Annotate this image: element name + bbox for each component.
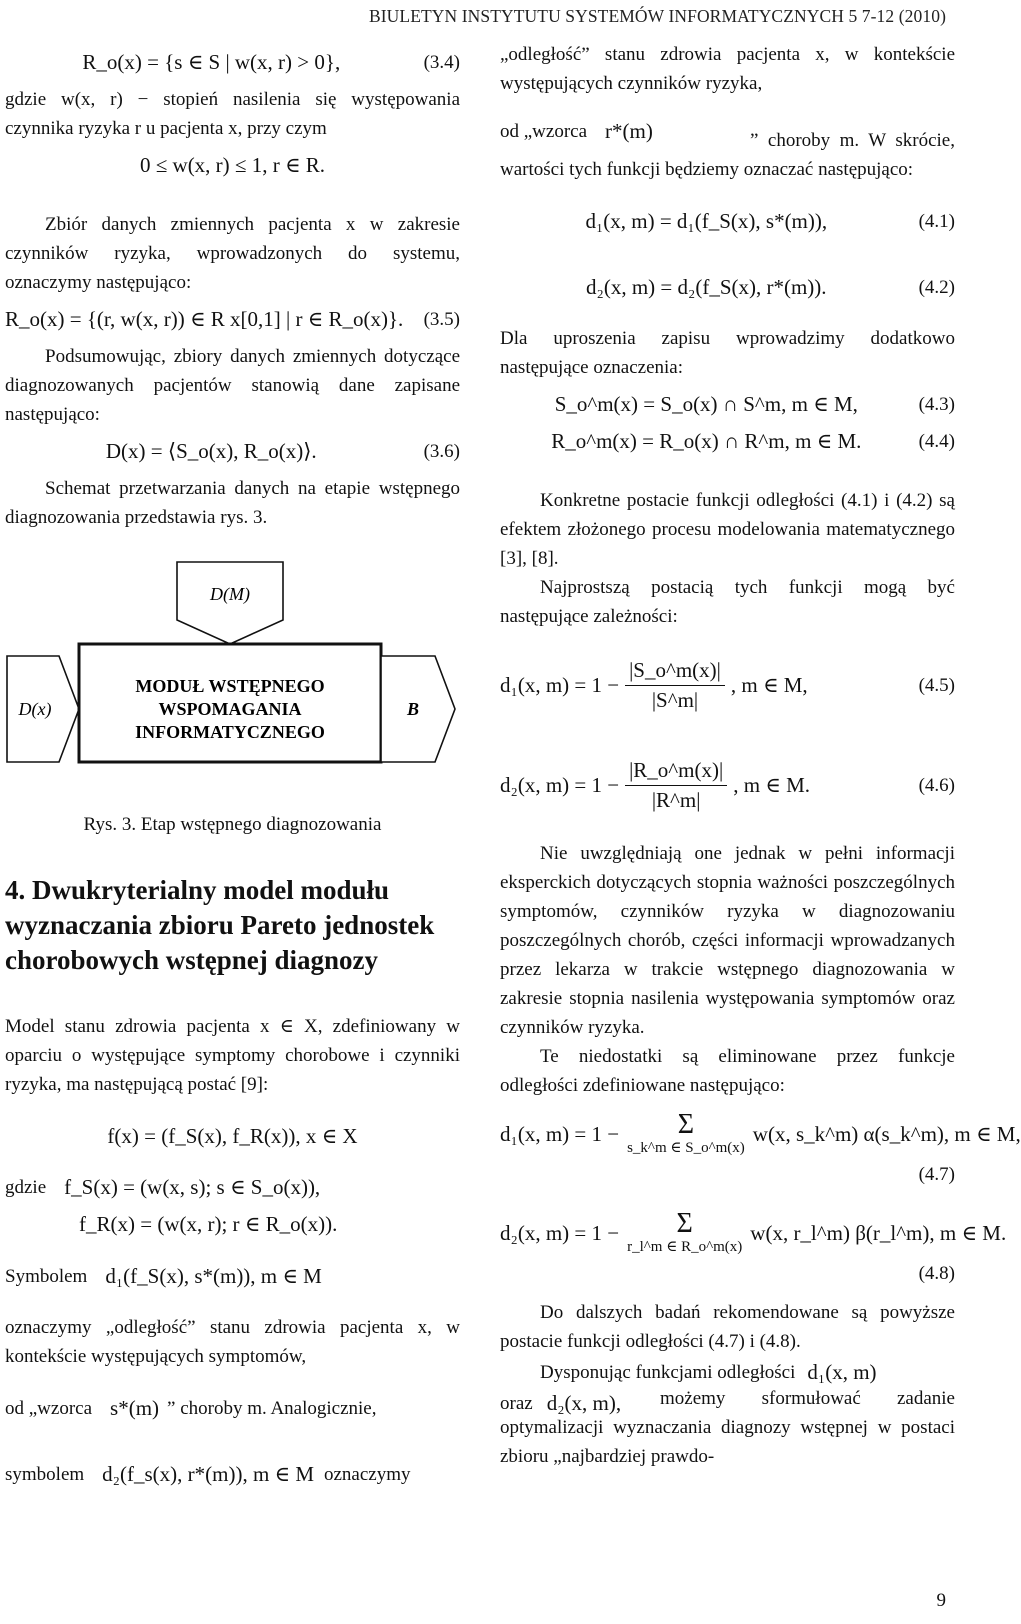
text-fragment: od „wzorca	[500, 120, 588, 142]
paragraph: Nie uwzględniają one jednak w pełni informacji eksperckich dotyczących stopnia ważności poszczególnych symptomów, czynników ryzyka w diagnozowaniu poszczególnych chorób, części informacji wprowadzanych przez lekarza w trakcie wstępnego diagnozowania w zakresie stopnia nasilenia występowania symptomów oraz czynników ryzyka.	[500, 843, 955, 1038]
module-box-line: WSPOMAGANIA	[158, 699, 302, 719]
paragraph: Dla uproszenia zapisu wprowadzimy dodatkowo następujące oznaczenia:	[500, 328, 955, 378]
equation-formula: d₁(f_S(x), s*(m)), m ∈ M	[105, 1263, 322, 1288]
paragraph: Podsumowując, zbiory danych zmiennych dotyczące diagnozowanych pacjentów stanowią dane zapisane następująco:	[5, 346, 460, 425]
equation-3-5	[5, 305, 460, 334]
equation-number: (4.7)	[918, 1164, 955, 1185]
equation-formula: D(x) = ⟨S_o(x), R_o(x)⟩.	[105, 439, 317, 463]
inline-formula: s*(m)	[110, 1395, 160, 1420]
top-input-label: D(M)	[210, 584, 250, 604]
sum-symbol: Σ	[676, 1208, 693, 1239]
equation-4-8	[500, 1203, 1007, 1263]
equation-number: (4.8)	[918, 1263, 955, 1284]
equation-body: w(x, s_k^m) α(s_k^m), m ∈ M,	[752, 1121, 1021, 1146]
text-fragment: od „wzorca	[5, 1397, 93, 1419]
sum-subscript: s_k^m ∈ S_o^m(x)	[627, 1140, 745, 1156]
equation-number: (3.5)	[423, 309, 460, 330]
inline-formula: d₂(x, m),	[546, 1391, 622, 1415]
paragraph: oznaczymy „odległość” stanu zdrowia pacjenta x, w kontekście występujących symptomów,	[5, 1317, 460, 1367]
paragraph: ” choroby m. W skrócie, wartości tych funkcji będziemy oznaczać następująco:	[500, 130, 955, 180]
where-label: gdzie	[5, 1177, 47, 1198]
equation-3-6	[5, 437, 460, 466]
right-output-label: B	[406, 699, 420, 719]
fraction-denominator: |R^m|	[651, 787, 701, 812]
equation-formula: f_R(x) = (w(x, r); r ∈ R_o(x)).	[79, 1212, 338, 1236]
equation-number: (3.4)	[423, 52, 460, 73]
text-fragment: oznaczymy	[324, 1463, 411, 1485]
equation-formula: R_o(x) = {(r, w(x, r)) ∈ R x[0,1] | r ∈ R_o(x)}.	[5, 307, 404, 331]
equation-lhs: d₂(x, m) = 1 −	[500, 1220, 620, 1245]
equation-4-2	[500, 258, 955, 316]
journal-header: BIULETYN INSTYTUTU SYSTEMÓW INFORMATYCZNYCH 5 7-12 (2010)	[368, 6, 946, 26]
equation-d1-symbol	[5, 1247, 460, 1305]
symbol-label: Symbolem	[5, 1265, 88, 1287]
paragraph: Te niedostatki są eliminowane przez funkcje odległości zdefiniowane następująco:	[500, 1046, 955, 1096]
equation-rhs: , m ∈ M,	[730, 672, 808, 697]
equation-number: (4.1)	[918, 210, 955, 232]
equation-f	[5, 1107, 460, 1165]
sum-subscript: r_l^m ∈ R_o^m(x)	[627, 1239, 743, 1255]
equation-lhs: d₁(x, m) = 1 −	[500, 672, 620, 697]
equation-number: (4.4)	[918, 431, 955, 452]
paragraph: Zbiór danych zmiennych pacjenta x w zakresie czynników ryzyka, wprowadzonych do systemu, oznaczymy następująco:	[5, 214, 460, 293]
equation-fr	[79, 1210, 460, 1239]
summation	[627, 1210, 742, 1256]
inline-formula: r*(m)	[605, 118, 653, 143]
paragraph: gdzie w(x, r) − stopień nasilenia się występowania czynnika ryzyka r u pacjenta x, przy czym	[5, 89, 460, 139]
equation-number: (3.6)	[423, 441, 460, 462]
equation-w-range	[5, 151, 460, 180]
inline-formula: d₁(x, m)	[807, 1360, 877, 1384]
module-box-line: INFORMATYCZNEGO	[135, 722, 325, 742]
paragraph-line	[5, 1445, 460, 1503]
page-number: 9	[936, 1590, 946, 1611]
paragraph: „odległość” stanu zdrowia pacjenta x, w kontekście występujących czynników ryzyka,	[500, 44, 955, 94]
figure-caption: Rys. 3. Etap wstępnego diagnozowania	[83, 814, 382, 835]
equation-number: (4.5)	[918, 674, 955, 696]
equation-4-3	[500, 390, 955, 419]
equation-3-4	[5, 48, 460, 77]
paragraph: Schemat przetwarzania danych na etapie wstępnego diagnozowania przedstawia rys. 3.	[5, 478, 460, 528]
paragraph-line	[5, 1379, 460, 1437]
paragraph: Najprostszą postacią tych funkcji mogą być następujące zależności:	[500, 577, 955, 627]
figure-3-diagram	[5, 544, 460, 804]
equation-lhs: d₂(x, m) = 1 −	[500, 772, 620, 797]
equation-number: (4.3)	[918, 394, 955, 415]
equation-4-5	[500, 639, 955, 731]
section-heading: 4. Dwukryterialny model modułu wyznaczania zbioru Pareto jednostek chorobowych wstępnej diagnozy	[5, 875, 435, 975]
equation-number: (4.2)	[918, 276, 955, 298]
equation-formula: R_o^m(x) = R_o(x) ∩ R^m, m ∈ M.	[551, 429, 862, 453]
text-fragment: ” choroby m. Analogicznie,	[167, 1397, 377, 1419]
right-column	[500, 40, 1021, 1471]
left-input-label: D(x)	[18, 699, 52, 719]
equation-formula: S_o^m(x) = S_o(x) ∩ S^m, m ∈ M,	[554, 392, 858, 416]
sum-symbol: Σ	[677, 1109, 695, 1140]
equation-body: w(x, r_l^m) β(r_l^m), m ∈ M.	[750, 1220, 1007, 1245]
paragraph: Do dalszych badań rekomendowane są powyższe postacie funkcji odległości (4.7) i (4.8).	[500, 1302, 955, 1352]
equation-formula: f_S(x) = (w(x, s); s ∈ S_o(x)),	[64, 1175, 321, 1199]
equation-4-1	[500, 192, 955, 250]
paragraph: możemy sformułować zadanie optymalizacji wyznaczania diagnozy wstępnej w postaci zbioru „najbardziej prawdo-	[500, 1388, 955, 1467]
paragraph: Konkretne postacie funkcji odległości (4.1) i (4.2) są efektem złożonego procesu modelowania matematycznego [3], [8].	[500, 490, 955, 569]
fraction	[625, 656, 725, 715]
module-box-line: MODUŁ WSTĘPNEGO	[135, 676, 325, 696]
equation-4-7	[500, 1104, 1021, 1164]
fraction-numerator: |R_o^m(x)|	[625, 756, 727, 786]
equation-lhs: d₁(x, m) = 1 −	[500, 1121, 620, 1146]
text-fragment: Dysponując funkcjami odległości	[540, 1362, 796, 1383]
equation-number: (4.6)	[918, 774, 955, 796]
equation-formula: 0 ≤ w(x, r) ≤ 1, r ∈ R.	[140, 153, 325, 177]
equation-4-6	[500, 739, 955, 831]
left-column	[5, 40, 460, 1511]
fraction-numerator: |S_o^m(x)|	[625, 656, 725, 686]
summation	[627, 1111, 745, 1157]
text-fragment: symbolem	[5, 1463, 85, 1485]
equation-rhs: , m ∈ M.	[733, 772, 810, 797]
paragraph: Model stanu zdrowia pacjenta x ∈ X, zdefiniowany w oparciu o występujące symptomy chorobowe i czynniki ryzyka, ma następującą postać [9]:	[5, 1016, 460, 1095]
fraction	[625, 756, 727, 815]
inline-formula: d₂(f_s(x), r*(m)), m ∈ M	[102, 1461, 314, 1486]
paragraph-line	[500, 1358, 955, 1387]
equation-formula: d₂(x, m) = d₂(f_S(x), r*(m)).	[586, 274, 827, 299]
text-fragment: oraz	[500, 1393, 533, 1414]
equation-fs	[5, 1173, 460, 1202]
equation-formula: f(x) = (f_S(x), f_R(x)), x ∈ X	[107, 1123, 358, 1148]
diagram-svg	[5, 544, 460, 804]
equation-4-4	[500, 427, 955, 456]
equation-formula: R_o(x) = {s ∈ S | w(x, r) > 0},	[82, 50, 341, 74]
equation-formula: d₁(x, m) = d₁(f_S(x), s*(m)),	[585, 208, 828, 233]
fraction-denominator: |S^m|	[651, 687, 699, 712]
